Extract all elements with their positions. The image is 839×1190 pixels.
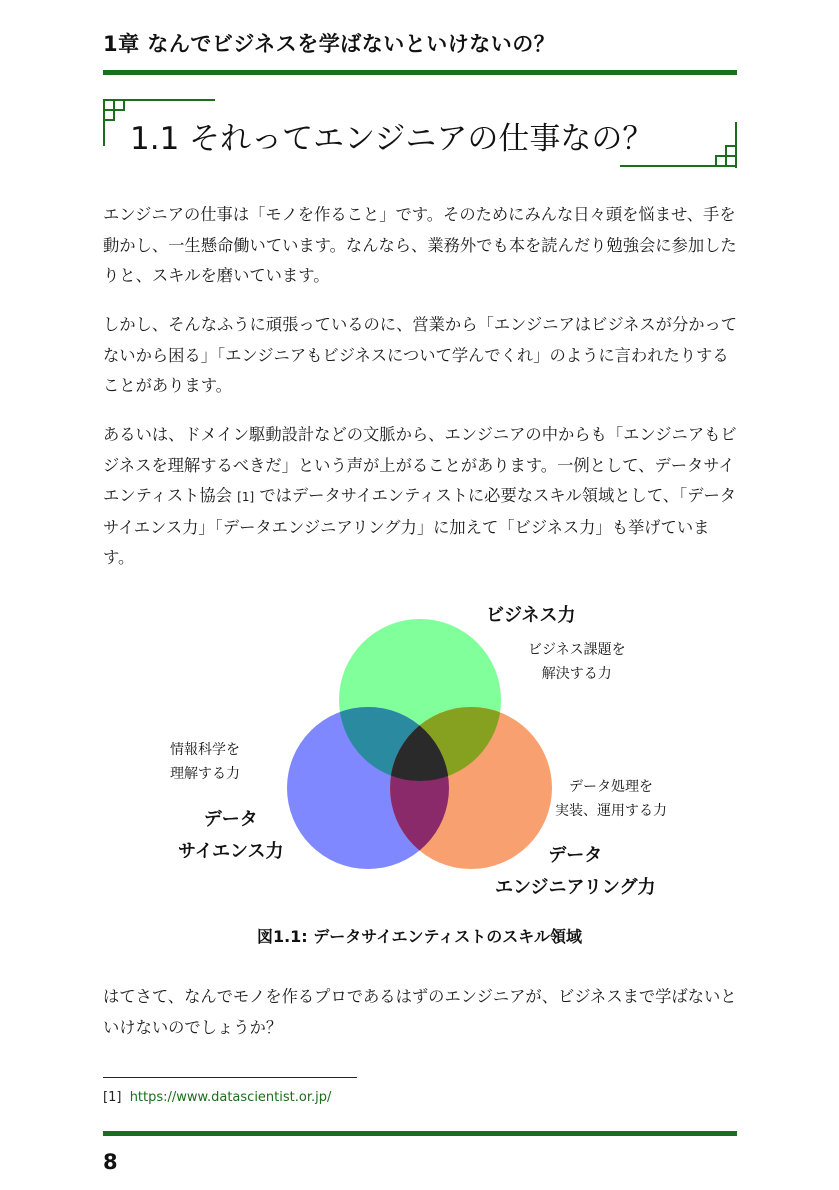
paragraph-2: しかし、そんなふうに頑張っているのに、営業から「エンジニアはビジネスが分かってないから困る」「エンジニアもビジネスについて学んでくれ」のように言われたりすることがあります。 xyxy=(103,315,738,395)
data-science-title-line-2: サイエンス力 xyxy=(178,841,284,862)
data-science-title xyxy=(178,804,283,868)
footnote xyxy=(103,1090,331,1105)
data-engineering-description xyxy=(555,775,667,823)
footnote-reference-link[interactable]: [1] xyxy=(237,490,255,504)
data-science-title-line-1: データ xyxy=(203,809,258,830)
section-title: 1.1 それってエンジニアの仕事なの？ xyxy=(130,121,654,157)
footnote-marker: [1] xyxy=(103,1090,122,1105)
paragraph-3-text-a: あるいは、ドメイン駆動設計などの文脈から、エンジニアの中からも「エンジニアもビジネスを理解するべきだ」という声が上がることがあります。一例として、データサイエンティスト協会 xyxy=(103,425,737,505)
business-description-line-1: ビジネス課題を xyxy=(528,642,626,658)
business-description-line-2: 解決する力 xyxy=(541,666,612,682)
data-engineering-title-line-2: エンジニアリング力 xyxy=(495,877,656,898)
footnote-divider xyxy=(103,1077,357,1078)
business-description xyxy=(528,638,626,686)
venn-diagram xyxy=(160,590,680,914)
header-rule xyxy=(103,70,737,75)
data-science-description xyxy=(170,738,240,786)
figure-caption: 図1.1: データサイエンティストのスキル領域 xyxy=(256,927,583,946)
footnote-url-link[interactable]: https://www.datascientist.or.jp/ xyxy=(129,1090,332,1105)
business-title: ビジネス力 xyxy=(486,605,576,626)
paragraph-4: はてさて、なんでモノを作るプロであるはずのエンジニアが、ビジネスまで学ばないといけないのでしょうか？ xyxy=(103,987,737,1037)
data-engineering-description-line-2: 実装、運用する力 xyxy=(555,803,667,819)
footer-rule xyxy=(103,1131,737,1136)
paragraph-3 xyxy=(103,420,739,574)
data-science-description-line-1: 情報科学を xyxy=(170,742,240,758)
data-engineering-title xyxy=(495,840,655,904)
paragraph-1: エンジニアの仕事は「モノを作ること」です。そのためにみんな日々頭を悩ませ、手を動かし、一生懸命働いています。なんなら、業務外でも本を読んだり勉強会に参加したりと、スキルを磨いています。 xyxy=(103,205,737,285)
paragraph-3-text-b: ではデータサイエンティストに必要なスキル領域として、「データサイエンス力」「データエンジニアリング力」に加えて「ビジネス力」も挙げています。 xyxy=(103,486,737,567)
data-engineering-title-line-1: データ xyxy=(548,845,603,866)
chapter-header: 1章 なんでビジネスを学ばないといけないの？ xyxy=(103,32,556,56)
page-number: 8 xyxy=(103,1150,118,1174)
data-science-description-line-2: 理解する力 xyxy=(170,766,240,782)
data-engineering-description-line-1: データ処理を xyxy=(569,779,653,795)
